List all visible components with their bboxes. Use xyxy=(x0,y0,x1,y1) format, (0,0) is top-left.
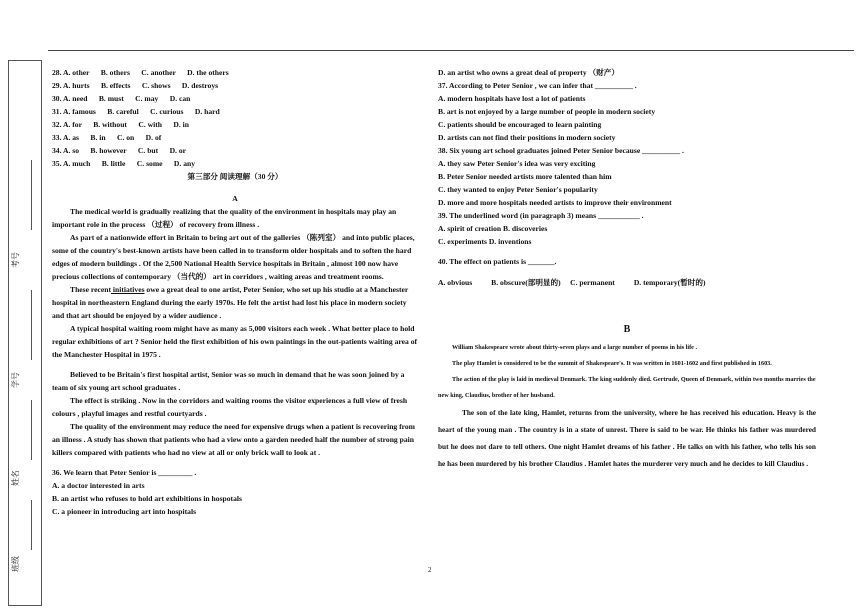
binding-label-student-no: 学号 xyxy=(11,372,20,388)
binding-margin xyxy=(8,60,42,606)
passage-b-paragraph: The son of the late king, Hamlet, returns from the university, where he has received his education. Heavy is the heart of the young man . The country is in a state of unrest. There is said to be war. He thinks his father was murdered but he does not dare to tell others. One night Hamlet dreams of his father . He talks on with his father, who tells his son he has been murdered by his brother Claudius . Hamlet hates the murderer very much and he decides to kill Claudius . xyxy=(438,408,816,468)
question-line: A. modern hospitals have lost a lot of patients xyxy=(438,94,586,103)
binding-blank-line xyxy=(31,290,32,360)
question-line: D. an artist who owns a great deal of property （财产） xyxy=(438,68,619,77)
binding-blank-line xyxy=(31,400,32,460)
binding-blank-line xyxy=(31,500,32,550)
passage-b-letter: B xyxy=(623,324,631,335)
option-line: 30. A. need B. must C. may D. can xyxy=(52,94,191,103)
question-line: 39. The underlined word (in paragraph 3) means ___________ . xyxy=(438,211,644,220)
question-40: 40. The effect on patients is _______. xyxy=(438,257,557,266)
question-option: B. an artist who refuses to hold art exhibitions in hospotals xyxy=(52,494,242,503)
question-36: 36. We learn that Peter Senior is _________ . xyxy=(52,468,197,477)
binding-label-class: 班级 xyxy=(11,556,20,572)
passage-a-paragraph: A typical hospital waiting room might have as many as 5,000 visitors each week . What better place to hold regular exhibitions of art ? Senior held the first exhibition of his own paintings in the out-patients waiting area of the Manchester Hospital in 1975 . xyxy=(52,324,418,359)
question-line: B. art is not enjoyed by a large number of people in modern society xyxy=(438,107,656,116)
question-option: A. a doctor interested in arts xyxy=(52,481,145,490)
passage-a-paragraph xyxy=(52,283,418,322)
binding-blank-line xyxy=(31,160,32,230)
question-line: B. Peter Senior needed artists more talented than him xyxy=(438,172,612,181)
question-line: 37. According to Peter Senior , we can infer that __________ . xyxy=(438,81,637,90)
question-option: C. a pioneer in introducing art into hospitals xyxy=(52,507,197,516)
passage-a-letter: A xyxy=(232,194,238,203)
question-line: C. they wanted to enjoy Peter Senior's popularity xyxy=(438,185,598,194)
question-line: 38. Six young art school graduates joined Peter Senior because __________ . xyxy=(438,146,684,155)
question-line: D. more and more hospitals needed artists to improve their environment xyxy=(438,198,672,207)
binding-label-exam-no: 考号 xyxy=(11,252,20,268)
passage-b-paragraph: William Shakespeare wrote about thirty-seven plays and a large number of poems in his life . xyxy=(452,344,697,351)
left-column xyxy=(52,66,418,518)
question-line: A. spirit of creation B. discoveries xyxy=(438,224,548,233)
option-line: 32. A. for B. without C. with D. in xyxy=(52,120,189,129)
passage-a-paragraph: The medical world is gradually realizing that the quality of the environment in hospitals may play an important role in the process （过程） of recovery from illness . xyxy=(52,207,397,229)
option-line: 28. A. other B. others C. another D. the others xyxy=(52,68,229,77)
page-number: 2 xyxy=(428,566,432,574)
question-line: C. patients should be encouraged to learn painting xyxy=(438,120,602,129)
passage-a-paragraph: As part of a nationwide effort in Britain to bring art out of the galleries （陈列室） and into public places, some of the country's best-known artists have been called in to transform older hospitals and to soften the hard edges of modern buildings . Of the 2,500 National Health Service hospitals in Britain , almost 100 now have precious collections of contemporary （当代的） art in corridors , waiting areas and treatment rooms. xyxy=(52,233,415,281)
underlined-word: initiatives xyxy=(110,285,145,294)
paragraph-text: These recent xyxy=(70,285,111,294)
right-column xyxy=(438,66,816,472)
question-line: C. experiments D. inventions xyxy=(438,237,532,246)
passage-a-paragraph: The effect is striking . Now in the corridors and waiting rooms the visitor experiences a full view of fresh colours , playful images and restful courtyards . xyxy=(52,396,408,418)
option-line: 29. A. hurts B. effects C. shows D. destroys xyxy=(52,81,219,90)
question-line: A. they saw Peter Senior's idea was very exciting xyxy=(438,159,596,168)
question-40-options: A. obvious B. obscure(部明显的) C. permanent D. temporary(暂时的) xyxy=(438,278,706,287)
paragraph-text: owe a great deal to one artist, Peter Senior, who set up his studio at a Manchester hospital in northeastern England during the early 1970s. He felt the artist had lost his place in modern society and that art should be enjoyed by a wider audience . xyxy=(52,285,409,320)
option-line: 31. A. famous B. careful C. curious D. hard xyxy=(52,107,220,116)
binding-label-name: 姓名 xyxy=(11,470,20,486)
top-rule xyxy=(48,50,854,51)
question-line: D. artists can not find their positions in modern society xyxy=(438,133,616,142)
part-heading: 第三部分 阅读理解（30 分） xyxy=(187,172,283,181)
passage-a-paragraph: Believed to be Britain's first hospital artist, Senior was so much in demand that he was soon joined by a team of six young art school graduates . xyxy=(52,370,405,392)
passage-b-paragraph: The action of the play is laid in medieval Denmark. The king suddenly died. Gertrude, Queen of Denmark, within two months marries the new king, Claudius, brother of her husband. xyxy=(438,376,816,399)
passage-a-paragraph: The quality of the environment may reduce the need for expensive drugs when a patient is recovering from an illness . A study has shown that patients who had a view onto a garden needed half the number of strong pain killers compared with patients who had no view at all or only brick wall to look at . xyxy=(52,422,416,457)
option-line: 35. A. much B. little C. some D. any xyxy=(52,159,196,168)
option-line: 33. A. as B. in C. on D. of xyxy=(52,133,162,142)
option-line: 34. A. so B. however C. but D. or xyxy=(52,146,187,155)
passage-b-paragraph: The play Hamlet is considered to be the summit of Shakespeare's. It was written in 1601-1602 and first published in 1603. xyxy=(452,360,772,367)
